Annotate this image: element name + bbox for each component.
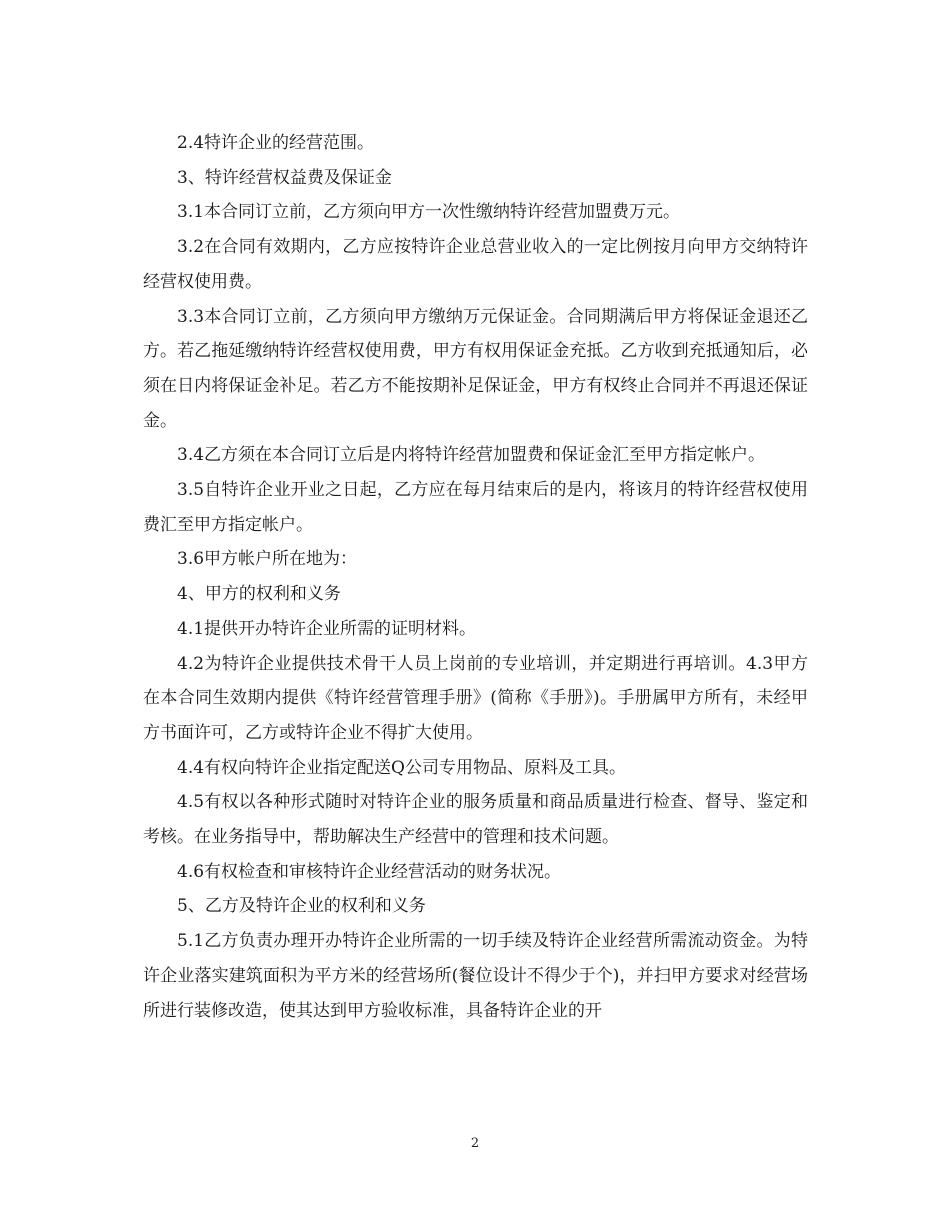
paragraph-3-2: 3.2在合同有效期内，乙方应按特许企业总营业收入的一定比例按月向甲方交纳特许经营权使用费。 — [143, 237, 808, 292]
paragraph-2-4: 2.4特许企业的经营范围。 — [177, 133, 375, 153]
paragraph-3-3: 3.3本合同订立前，乙方须向甲方缴纳万元保证金。合同期满后甲方将保证金退还乙方。若乙拖延缴纳特许经营权使用费，甲方有权用保证金充抵。乙方收到充抵通知后，必须在日内将保证金补足。若乙方不能按期补足保证金，甲方有权终止合同并不再退还保证金。 — [143, 306, 808, 431]
section-heading-4: 4、甲方的权利和义务 — [177, 584, 341, 605]
paragraph-3-6: 3.6甲方帐户所在地为： — [177, 549, 358, 570]
section-heading-5: 5、乙方及特许企业的权利和义务 — [177, 896, 426, 917]
paragraph-4-1: 4.1提供开办特许企业所需的证明材料。 — [177, 618, 477, 639]
paragraph-4-4: 4.4有权向特许企业指定配送Q公司专用物品、原料及工具。 — [177, 757, 626, 778]
paragraph-3-5: 3.5自特许企业开业之日起，乙方应在每月结束后的是内，将该月的特许经营权使用费汇至甲方指定帐户。 — [143, 480, 808, 535]
paragraph-4-6: 4.6有权检查和审核特许企业经营活动的财务状况。 — [177, 861, 562, 882]
paragraph-4-5: 4.5有权以各种形式随时对特许企业的服务质量和商品质量进行检查、督导、鉴定和考核。在业务指导中，帮助解决生产经营中的管理和技术问题。 — [143, 792, 808, 848]
paragraph-4-2-4-3: 4.2为特许企业提供技术骨干人员上岗前的专业培训，并定期进行再培训。4.3甲方在本合同生效期内提供《特许经营管理手册》(简称《手册》)。手册属甲方所有，未经甲方书面许可，乙方或特许企业不得扩大使用。 — [143, 653, 808, 743]
page-number: 2 — [470, 1136, 480, 1151]
paragraph-5-1: 5.1乙方负责办理开办特许企业所需的一切手续及特许企业经营所需流动资金。为特许企业落实建筑面积为平方米的经营场所(餐位设计不得少于个)，并扫甲方要求对经营场所进行装修改造，使其达到甲方验收标准，具备特许企业的开 — [143, 931, 808, 1021]
document-body — [143, 126, 808, 1028]
paragraph-3-4: 3.4乙方须在本合同订立后是内将特许经营加盟费和保证金汇至甲方指定帐户。 — [177, 445, 766, 466]
paragraph-3-1: 3.1本合同订立前，乙方须向甲方一次性缴纳特许经营加盟费万元。 — [177, 202, 681, 223]
section-heading-3: 3、特许经营权益费及保证金 — [177, 167, 392, 188]
